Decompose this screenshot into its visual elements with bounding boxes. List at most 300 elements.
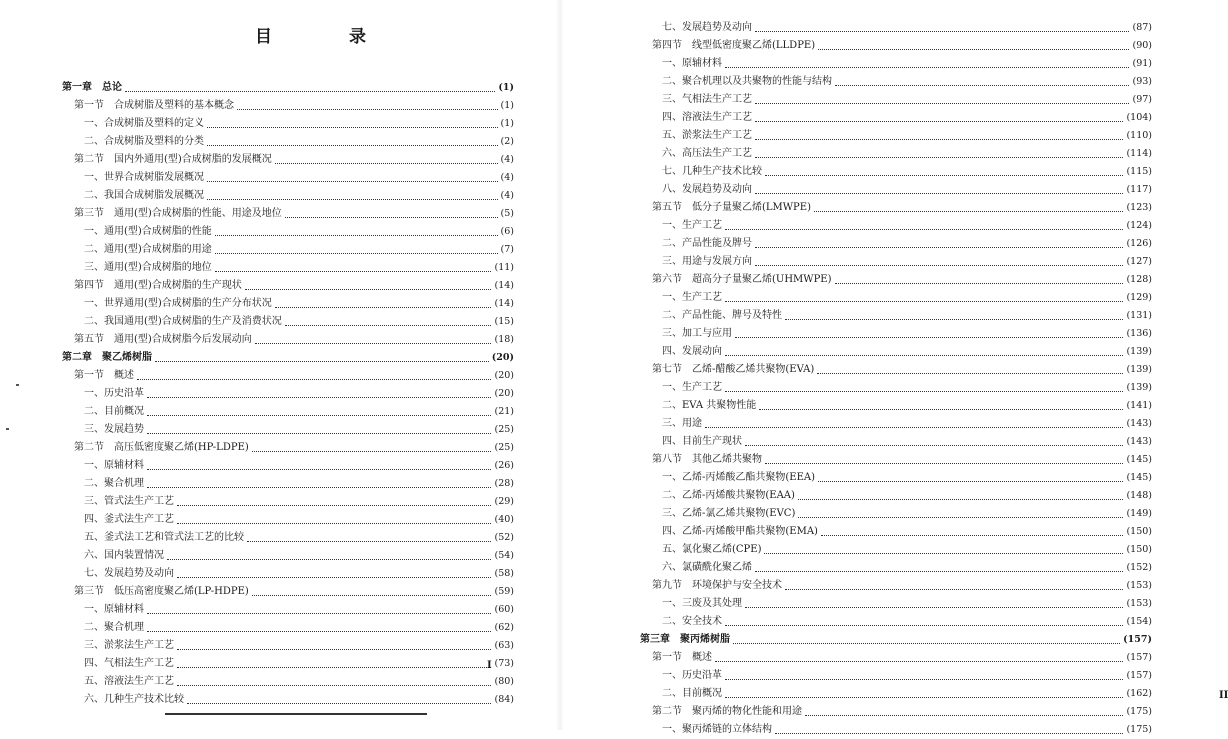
toc-entry-title: 第三节 低压高密度聚乙烯(LP-HDPE) (74, 586, 249, 597)
toc-entry-title: 七、几种生产技术比较 (662, 166, 762, 177)
toc-entry (62, 205, 514, 223)
toc-entry (640, 343, 1152, 361)
toc-title: 目 录 (255, 27, 396, 47)
dot-leader (207, 180, 498, 182)
toc-entry-title: 二、通用(型)合成树脂的用途 (84, 244, 212, 255)
dot-leader (252, 450, 492, 452)
toc-entry-title: 三、淤浆法生产工艺 (84, 640, 174, 651)
toc-entry (62, 349, 514, 367)
toc-entry (640, 361, 1152, 379)
dot-leader (725, 678, 1123, 680)
toc-entry-page: (73) (494, 658, 514, 669)
dot-leader (137, 378, 491, 380)
toc-entry-page: (14) (494, 298, 514, 309)
toc-entry-title: 四、溶液法生产工艺 (662, 112, 752, 123)
dot-leader (147, 432, 491, 434)
toc-entry-title: 四、气相法生产工艺 (84, 658, 174, 669)
toc-entry-page: (153) (1126, 580, 1152, 591)
dot-leader (759, 408, 1123, 410)
toc-entry (640, 667, 1152, 685)
toc-entry-page: (152) (1126, 562, 1152, 573)
toc-entry (62, 223, 514, 241)
toc-entry-page: (93) (1132, 76, 1152, 87)
left-page (0, 0, 560, 730)
dot-leader (177, 648, 491, 650)
toc-entry-title: 一、生产工艺 (662, 292, 722, 303)
toc-entry (62, 529, 514, 547)
dot-leader (755, 570, 1123, 572)
toc-entry-title: 一、原辅材料 (84, 460, 144, 471)
toc-entry (640, 577, 1152, 595)
dot-leader (187, 702, 491, 704)
toc-entry-title: 三、发展趋势 (84, 424, 144, 435)
toc-entry-page: (90) (1132, 40, 1152, 51)
toc-entry-title: 六、氯磺酰化聚乙烯 (662, 562, 752, 573)
toc-entry-page: (175) (1126, 706, 1152, 717)
toc-entry-title: 二、安全技术 (662, 616, 722, 627)
toc-entry-page: (1) (500, 100, 514, 111)
toc-entry-page: (40) (494, 514, 514, 525)
toc-entry-title: 三、用途 (662, 418, 702, 429)
toc-entry-page: (162) (1126, 688, 1152, 699)
dot-leader (725, 66, 1129, 68)
dot-leader (765, 174, 1123, 176)
toc-entry (62, 151, 514, 169)
toc-entry-title: 二、合成树脂及塑料的分类 (84, 136, 204, 147)
toc-entry-title: 七、发展趋势及动向 (84, 568, 174, 579)
toc-entry-page: (18) (494, 334, 514, 345)
toc-entry-page: (149) (1126, 508, 1152, 519)
toc-entry (640, 109, 1152, 127)
dot-leader (177, 522, 491, 524)
bottom-rule (165, 713, 427, 715)
toc-entry-title: 六、几种生产技术比较 (84, 694, 184, 705)
dot-leader (821, 534, 1124, 536)
toc-entry-title: 一、合成树脂及塑料的定义 (84, 118, 204, 129)
toc-entry-title: 第一节 概述 (74, 370, 134, 381)
toc-entry (640, 541, 1152, 559)
dot-leader (252, 594, 492, 596)
toc-entry (640, 559, 1152, 577)
toc-entry (640, 469, 1152, 487)
toc-entry (62, 385, 514, 403)
toc-entry (62, 367, 514, 385)
dot-leader (725, 390, 1123, 392)
scan-speck (6, 428, 9, 430)
toc-entry-title: 一、原辅材料 (662, 58, 722, 69)
toc-entry (640, 19, 1152, 37)
dot-leader (147, 630, 491, 632)
toc-entry-title: 第四节 通用(型)合成树脂的生产现状 (74, 280, 242, 291)
toc-entry-page: (157) (1123, 634, 1152, 645)
toc-entry (640, 55, 1152, 73)
toc-entry (62, 655, 514, 673)
toc-entry-title: 第八节 其他乙烯共聚物 (652, 454, 762, 465)
dot-leader (207, 126, 498, 128)
toc-entry-page: (139) (1126, 382, 1152, 393)
toc-entry (640, 703, 1152, 721)
dot-leader (745, 606, 1123, 608)
toc-entry-page: (26) (494, 460, 514, 471)
left-toc-list (62, 79, 514, 709)
dot-leader (814, 210, 1123, 212)
toc-entry-title: 二、聚合机理 (84, 622, 144, 633)
toc-entry (640, 523, 1152, 541)
dot-leader (735, 336, 1123, 338)
toc-entry-page: (21) (494, 406, 514, 417)
toc-entry-page: (139) (1126, 346, 1152, 357)
toc-entry (640, 235, 1152, 253)
dot-leader (775, 732, 1123, 734)
dot-leader (725, 300, 1123, 302)
toc-entry-title: 二、乙烯-丙烯酸共聚物(EAA) (662, 490, 795, 501)
toc-entry-page: (128) (1126, 274, 1152, 285)
toc-entry-page: (87) (1132, 22, 1152, 33)
toc-entry-page: (14) (494, 280, 514, 291)
toc-entry-title: 四、发展动向 (662, 346, 722, 357)
toc-entry (640, 325, 1152, 343)
dot-leader (785, 588, 1123, 590)
dot-leader (805, 714, 1123, 716)
dot-leader (207, 144, 498, 146)
right-toc-list (640, 19, 1152, 739)
toc-entry (62, 115, 514, 133)
toc-entry-title: 第七节 乙烯-醋酸乙烯共聚物(EVA) (652, 364, 815, 375)
toc-entry-title: 第五节 通用(型)合成树脂今后发展动向 (74, 334, 252, 345)
toc-entry-page: (25) (494, 424, 514, 435)
toc-entry (62, 475, 514, 493)
toc-entry-title: 四、釜式法生产工艺 (84, 514, 174, 525)
toc-entry-title: 二、聚合机理以及共聚物的性能与结构 (662, 76, 832, 87)
dot-leader (733, 642, 1120, 644)
toc-entry-title: 八、发展趋势及动向 (662, 184, 752, 195)
toc-entry-title: 第六节 超高分子量聚乙烯(UHMWPE) (652, 274, 832, 285)
toc-entry-page: (5) (500, 208, 514, 219)
toc-entry-page: (127) (1126, 256, 1152, 267)
page-number-left: I (487, 660, 492, 671)
toc-entry-page: (129) (1126, 292, 1152, 303)
toc-entry-title: 一、原辅材料 (84, 604, 144, 615)
toc-entry (62, 691, 514, 709)
toc-entry-title: 五、釜式法工艺和管式法工艺的比较 (84, 532, 244, 543)
toc-entry-page: (58) (494, 568, 514, 579)
toc-entry-page: (139) (1126, 364, 1152, 375)
toc-entry (640, 451, 1152, 469)
dot-leader (785, 318, 1123, 320)
toc-entry-title: 四、目前生产现状 (662, 436, 742, 447)
dot-leader (755, 30, 1129, 32)
toc-entry-title: 第一节 概述 (652, 652, 712, 663)
toc-entry-page: (153) (1126, 598, 1152, 609)
toc-entry (640, 289, 1152, 307)
toc-entry-page: (126) (1126, 238, 1152, 249)
toc-entry (62, 187, 514, 205)
toc-entry (62, 673, 514, 691)
dot-leader (798, 498, 1124, 500)
toc-entry (640, 199, 1152, 217)
toc-entry (62, 547, 514, 565)
toc-entry (640, 433, 1152, 451)
dot-leader (155, 360, 489, 362)
toc-entry-title: 一、乙烯-丙烯酸乙酯共聚物(EEA) (662, 472, 816, 483)
toc-entry-page: (6) (500, 226, 514, 237)
toc-entry (640, 163, 1152, 181)
dot-leader (755, 192, 1123, 194)
dot-leader (755, 264, 1123, 266)
toc-entry-title: 一、三废及其处理 (662, 598, 742, 609)
dot-leader (147, 468, 491, 470)
dot-leader (255, 342, 492, 344)
dot-leader (207, 198, 498, 200)
toc-entry (62, 583, 514, 601)
toc-entry-page: (54) (494, 550, 514, 561)
toc-entry-title: 第二节 聚丙烯的物化性能和用途 (652, 706, 802, 717)
dot-leader (798, 516, 1123, 518)
toc-entry (62, 295, 514, 313)
toc-entry (640, 685, 1152, 703)
toc-entry-page: (84) (494, 694, 514, 705)
toc-entry-title: 三、气相法生产工艺 (662, 94, 752, 105)
toc-entry (640, 595, 1152, 613)
toc-entry-page: (114) (1126, 148, 1152, 159)
toc-entry-page: (25) (494, 442, 514, 453)
toc-entry (640, 181, 1152, 199)
page-number-right: II (1219, 690, 1228, 701)
toc-entry-page: (1) (500, 118, 514, 129)
toc-entry-title: 二、EVA 共聚物性能 (662, 400, 757, 411)
toc-entry-title: 一、聚丙烯链的立体结构 (662, 724, 772, 735)
toc-entry-title: 第二节 高压低密度聚乙烯(HP-LDPE) (74, 442, 249, 453)
toc-entry (62, 277, 514, 295)
dot-leader (755, 120, 1123, 122)
toc-entry (62, 313, 514, 331)
toc-entry-page: (15) (494, 316, 514, 327)
toc-entry (640, 145, 1152, 163)
toc-entry-page: (157) (1126, 652, 1152, 663)
dot-leader (835, 282, 1124, 284)
toc-entry-page: (136) (1126, 328, 1152, 339)
toc-entry (62, 619, 514, 637)
toc-entry-page: (63) (494, 640, 514, 651)
toc-entry-page: (20) (491, 352, 514, 363)
dot-leader (247, 540, 491, 542)
toc-entry (640, 379, 1152, 397)
toc-entry-page: (20) (494, 370, 514, 381)
dot-leader (147, 486, 491, 488)
toc-entry-title: 二、目前概况 (84, 406, 144, 417)
toc-entry-page: (4) (500, 154, 514, 165)
dot-leader (125, 90, 495, 92)
toc-entry-title: 三、通用(型)合成树脂的地位 (84, 262, 212, 273)
toc-entry-page: (20) (494, 388, 514, 399)
toc-entry-page: (2) (500, 136, 514, 147)
toc-entry (640, 217, 1152, 235)
toc-entry-title: 第二节 国内外通用(型)合成树脂的发展概况 (74, 154, 272, 165)
dot-leader (765, 462, 1123, 464)
toc-entry-page: (1) (498, 82, 514, 93)
toc-entry-page: (80) (494, 676, 514, 687)
toc-entry (62, 133, 514, 151)
toc-entry-title: 七、发展趋势及动向 (662, 22, 752, 33)
toc-entry-page: (131) (1126, 310, 1152, 321)
toc-entry-page: (154) (1126, 616, 1152, 627)
toc-entry-title: 三、乙烯-氯乙烯共聚物(EVC) (662, 508, 796, 519)
toc-entry (640, 721, 1152, 739)
toc-entry-title: 第五节 低分子量聚乙烯(LMWPE) (652, 202, 811, 213)
dot-leader (715, 660, 1123, 662)
toc-entry-page: (62) (494, 622, 514, 633)
toc-entry-page: (110) (1126, 130, 1152, 141)
toc-entry (640, 253, 1152, 271)
toc-entry-page: (115) (1126, 166, 1152, 177)
toc-entry (62, 331, 514, 349)
toc-entry-title: 六、国内装置情况 (84, 550, 164, 561)
toc-entry-page: (145) (1126, 454, 1152, 465)
toc-entry-page: (4) (500, 172, 514, 183)
toc-entry (62, 601, 514, 619)
toc-entry-title: 六、高压法生产工艺 (662, 148, 752, 159)
toc-entry-page: (97) (1132, 94, 1152, 105)
dot-leader (755, 156, 1123, 158)
dot-leader (177, 684, 491, 686)
toc-entry-title: 第一章 总论 (62, 82, 122, 93)
toc-entry-title: 三、用途与发展方向 (662, 256, 752, 267)
toc-entry-title: 五、淤浆法生产工艺 (662, 130, 752, 141)
toc-entry-title: 第四节 线型低密度聚乙烯(LLDPE) (652, 40, 816, 51)
toc-entry-title: 第三章 聚丙烯树脂 (640, 634, 730, 645)
toc-entry-title: 一、通用(型)合成树脂的性能 (84, 226, 212, 237)
dot-leader (275, 162, 498, 164)
toc-entry (640, 649, 1152, 667)
toc-entry (62, 79, 514, 97)
toc-entry-page: (141) (1126, 400, 1152, 411)
toc-entry-page: (52) (494, 532, 514, 543)
toc-entry (640, 505, 1152, 523)
toc-entry (640, 631, 1152, 649)
toc-entry-page: (7) (500, 244, 514, 255)
toc-entry-page: (60) (494, 604, 514, 615)
dot-leader (147, 396, 491, 398)
toc-entry (62, 241, 514, 259)
toc-entry (62, 169, 514, 187)
toc-entry (62, 637, 514, 655)
dot-leader (818, 48, 1129, 50)
toc-entry-page: (148) (1126, 490, 1152, 501)
toc-entry-page: (145) (1126, 472, 1152, 483)
dot-leader (237, 108, 498, 110)
toc-entry (640, 91, 1152, 109)
dot-leader (177, 666, 491, 668)
toc-entry-page: (117) (1126, 184, 1152, 195)
toc-entry-title: 一、世界通用(型)合成树脂的生产分布状况 (84, 298, 272, 309)
dot-leader (215, 270, 492, 272)
dot-leader (755, 102, 1129, 104)
toc-entry-title: 四、乙烯-丙烯酸甲酯共聚物(EMA) (662, 526, 818, 537)
toc-entry-title: 一、生产工艺 (662, 382, 722, 393)
dot-leader (177, 504, 491, 506)
toc-entry-title: 二、目前概况 (662, 688, 722, 699)
toc-entry-title: 二、聚合机理 (84, 478, 144, 489)
dot-leader (147, 414, 491, 416)
toc-entry (62, 439, 514, 457)
toc-entry (62, 457, 514, 475)
toc-entry-page: (124) (1126, 220, 1152, 231)
toc-entry-title: 一、生产工艺 (662, 220, 722, 231)
toc-entry-title: 五、溶液法生产工艺 (84, 676, 174, 687)
dot-leader (817, 372, 1123, 374)
right-page (560, 0, 1228, 735)
toc-entry-page: (175) (1126, 724, 1152, 735)
toc-entry (62, 421, 514, 439)
toc-entry-page: (4) (500, 190, 514, 201)
toc-entry-page: (123) (1126, 202, 1152, 213)
toc-entry-page: (143) (1126, 436, 1152, 447)
toc-entry (640, 73, 1152, 91)
toc-entry (62, 565, 514, 583)
scan-speck (16, 384, 19, 386)
toc-entry-page: (150) (1126, 526, 1152, 537)
toc-entry (62, 493, 514, 511)
toc-entry (62, 259, 514, 277)
dot-leader (705, 426, 1123, 428)
toc-entry (640, 487, 1152, 505)
toc-entry-page: (104) (1126, 112, 1152, 123)
toc-entry-title: 五、氯化聚乙烯(CPE) (662, 544, 762, 555)
toc-entry (640, 613, 1152, 631)
dot-leader (755, 138, 1123, 140)
toc-entry-page: (11) (494, 262, 514, 273)
dot-leader (725, 354, 1123, 356)
toc-entry-title: 二、产品性能、牌号及特性 (662, 310, 782, 321)
dot-leader (755, 246, 1123, 248)
dot-leader (177, 576, 491, 578)
dot-leader (215, 252, 498, 254)
toc-entry-title: 一、世界合成树脂发展概况 (84, 172, 204, 183)
toc-entry-title: 二、产品性能及牌号 (662, 238, 752, 249)
dot-leader (245, 288, 492, 290)
dot-leader (835, 84, 1129, 86)
toc-entry-title: 一、历史沿革 (662, 670, 722, 681)
dot-leader (818, 480, 1123, 482)
toc-entry-page: (59) (494, 586, 514, 597)
toc-entry (640, 127, 1152, 145)
toc-entry-page: (143) (1126, 418, 1152, 429)
dot-leader (764, 552, 1123, 554)
toc-entry-title: 第二章 聚乙烯树脂 (62, 352, 152, 363)
toc-entry-page: (29) (494, 496, 514, 507)
toc-entry-title: 一、历史沿革 (84, 388, 144, 399)
toc-entry-page: (157) (1126, 670, 1152, 681)
toc-entry (640, 397, 1152, 415)
toc-entry (640, 415, 1152, 433)
dot-leader (725, 228, 1123, 230)
dot-leader (285, 216, 498, 218)
toc-entry-title: 三、加工与应用 (662, 328, 732, 339)
toc-entry-title: 二、我国合成树脂发展概况 (84, 190, 204, 201)
dot-leader (725, 624, 1123, 626)
dot-leader (745, 444, 1123, 446)
toc-entry-title: 第九节 环境保护与安全技术 (652, 580, 782, 591)
toc-entry (640, 37, 1152, 55)
toc-entry-title: 第一节 合成树脂及塑料的基本概念 (74, 100, 234, 111)
dot-leader (167, 558, 491, 560)
toc-entry-title: 第三节 通用(型)合成树脂的性能、用途及地位 (74, 208, 282, 219)
toc-entry-title: 二、我国通用(型)合成树脂的生产及消费状况 (84, 316, 282, 327)
toc-entry-page: (91) (1132, 58, 1152, 69)
dot-leader (147, 612, 491, 614)
dot-leader (275, 306, 492, 308)
toc-entry (640, 271, 1152, 289)
